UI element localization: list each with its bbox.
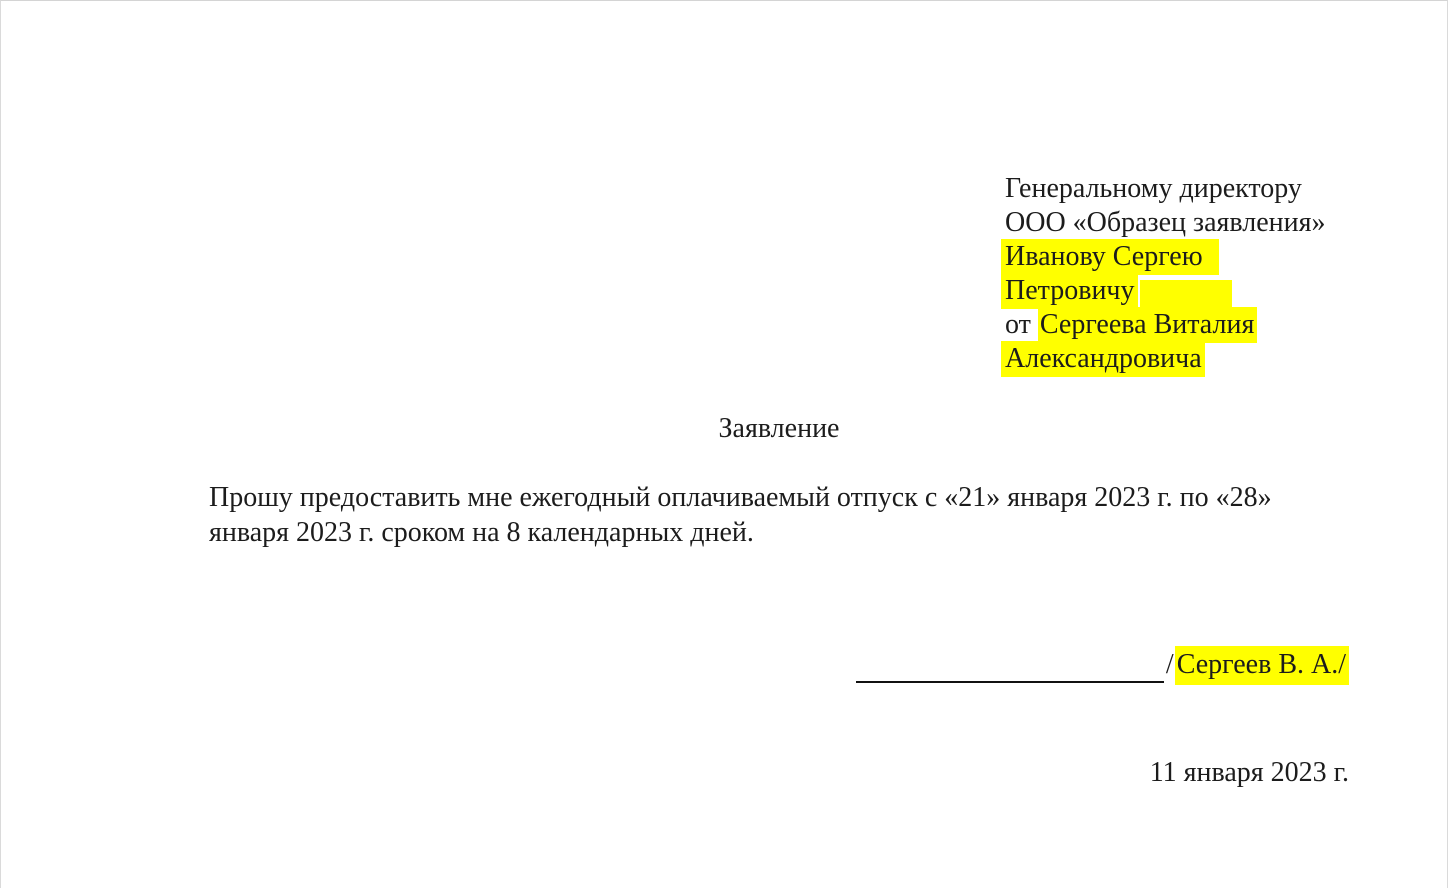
from-prefix: от [1005,309,1038,340]
recipient-director-text: Генеральному директору [1005,173,1302,204]
highlight-tail [1140,280,1232,309]
recipient-line-name-2 [1005,274,1326,308]
signature-name-highlight: Сергеев В. А./ [1175,646,1349,685]
signature-row [209,646,1349,690]
body-line-2: января 2023 г. сроком на 8 календарных дней. [209,517,754,548]
recipient-name-highlight-2: Петровичу [1001,273,1138,309]
signature-separator: / [1165,649,1174,680]
recipient-line-director [1005,172,1326,206]
recipient-company-text: ООО «Образец заявления» [1005,207,1326,238]
recipient-line-from-1 [1005,308,1326,342]
recipient-line-name-1 [1005,240,1326,274]
applicant-name-highlight-2: Александровича [1001,341,1205,377]
recipient-block [1005,172,1326,376]
body-paragraph [209,481,1357,551]
recipient-line-company [1005,206,1326,240]
document-date: 11 января 2023 г. [1149,757,1349,788]
recipient-line-from-2 [1005,342,1326,376]
document-title: Заявление [718,413,840,444]
recipient-name-highlight-1: Иванову Сергею [1001,239,1219,275]
body-line-1: Прошу предоставить мне ежегодный оплачиваемый отпуск с «21» января 2023 г. по «28» [209,482,1272,513]
applicant-name-highlight-1: Сергеева Виталия [1038,307,1257,343]
signature-line [856,681,1164,683]
